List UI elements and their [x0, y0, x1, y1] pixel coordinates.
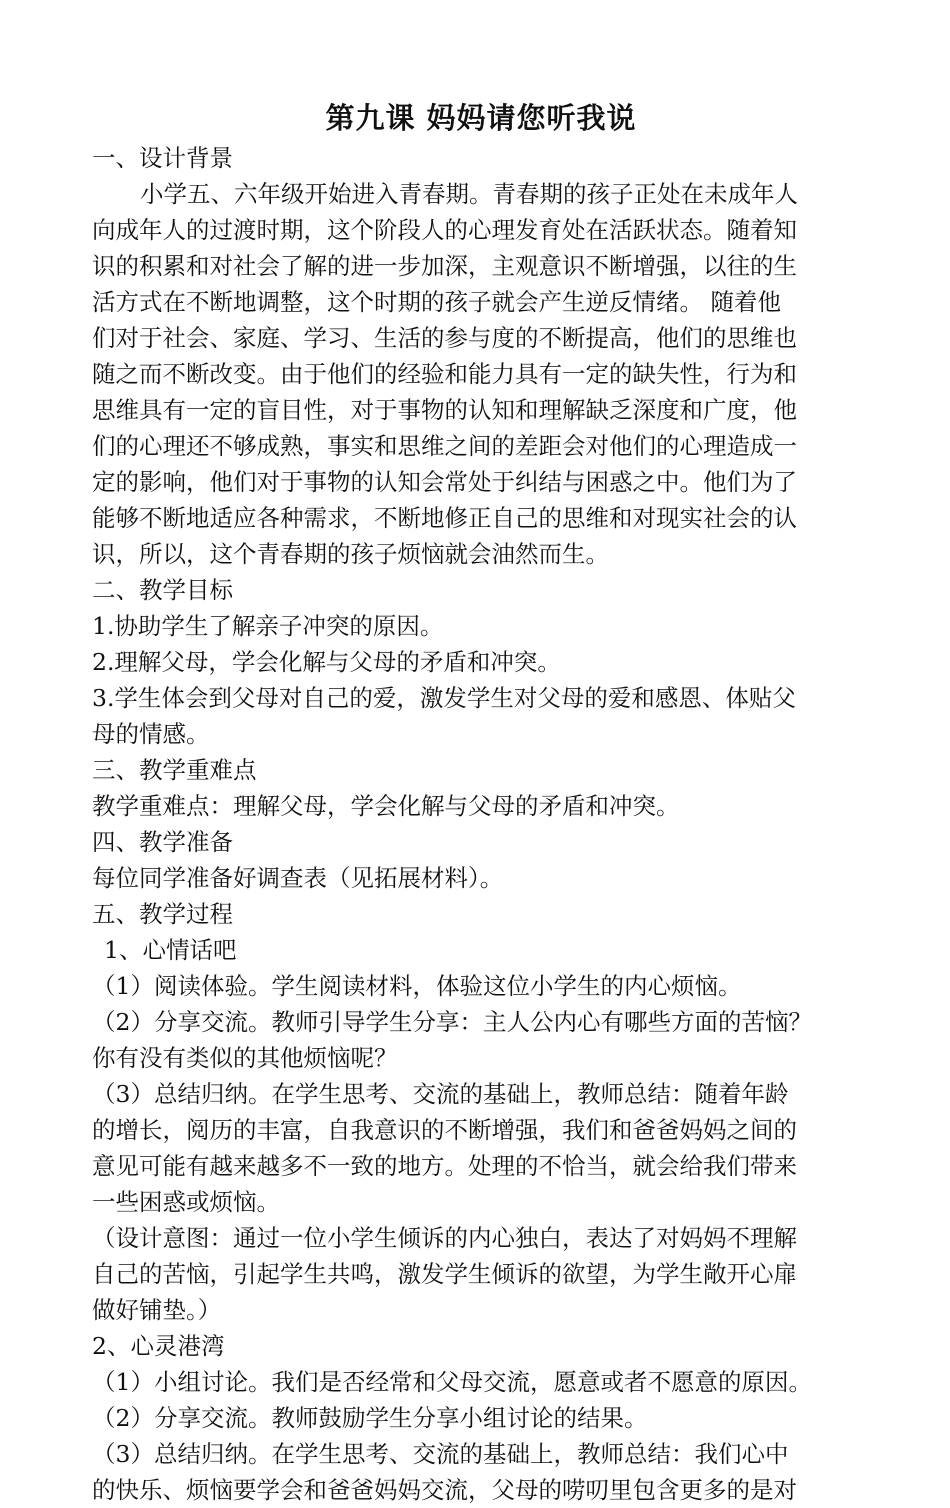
text-line: 你有没有类似的其他烦恼呢？ — [92, 1044, 398, 1072]
document-page — [92, 96, 860, 1508]
text-line: （2）分享交流。教师鼓励学生分享小组讨论的结果。 — [92, 1404, 648, 1432]
text-line: 1、心情话吧 — [104, 936, 237, 964]
text-line: 们对于社会、家庭、学习、生活的参与度的不断提高，他们的思维也 — [92, 324, 797, 352]
text-line: 一、设计背景 — [92, 144, 233, 172]
text-line: 识，所以，这个青春期的孩子烦恼就会油然而生。 — [92, 540, 609, 568]
text-line: 的增长，阅历的丰富，自我意识的不断增强，我们和爸爸妈妈之间的 — [92, 1116, 797, 1144]
text-line: 们的心理还不够成熟，事实和思维之间的差距会对他们的心理造成一 — [92, 432, 797, 460]
text-line: 小学五、六年级开始进入青春期。青春期的孩子正处在未成年人 — [140, 180, 798, 208]
text-line: 自己的苦恼，引起学生共鸣，激发学生倾诉的欲望，为学生敞开心扉 — [92, 1260, 797, 1288]
text-line: （1）小组讨论。我们是否经常和父母交流，愿意或者不愿意的原因。 — [92, 1368, 812, 1396]
text-line: 三、教学重难点 — [92, 756, 257, 784]
text-line: 思维具有一定的盲目性，对于事物的认知和理解缺乏深度和广度，他 — [92, 396, 797, 424]
text-line: （3）总结归纳。在学生思考、交流的基础上，教师总结：随着年龄 — [92, 1080, 789, 1108]
text-line: 向成年人的过渡时期，这个阶段人的心理发育处在活跃状态。随着知 — [92, 216, 797, 244]
document-body — [92, 140, 860, 1508]
text-line: （1）阅读体验。学生阅读材料，体验这位小学生的内心烦恼。 — [92, 972, 742, 1000]
text-line: 每位同学准备好调查表（见拓展材料）。 — [92, 864, 504, 892]
text-line: 教学重难点：理解父母，学会化解与父母的矛盾和冲突。 — [92, 792, 680, 820]
text-line: 做好铺垫。） — [92, 1296, 222, 1324]
text-line: 四、教学准备 — [92, 828, 233, 856]
text-line: （3）总结归纳。在学生思考、交流的基础上，教师总结：我们心中 — [92, 1440, 789, 1468]
text-line: 活方式在不断地调整，这个时期的孩子就会产生逆反情绪。 随着他 — [92, 288, 781, 316]
text-line: 意见可能有越来越多不一致的地方。处理的不恰当，就会给我们带来 — [92, 1152, 797, 1180]
text-line: （设计意图：通过一位小学生倾诉的内心独白，表达了对妈妈不理解 — [92, 1224, 797, 1252]
text-line: 3.学生体会到父母对自己的爱，激发学生对父母的爱和感恩、体贴父 — [92, 684, 796, 712]
text-line: 二、教学目标 — [92, 576, 233, 604]
text-line: 一些困惑或烦恼。 — [92, 1188, 280, 1216]
text-line: 定的影响，他们对于事物的认知会常处于纠结与困惑之中。他们为了 — [92, 468, 797, 496]
text-line: 1.协助学生了解亲子冲突的原因。 — [92, 612, 444, 640]
text-line: 2.理解父母，学会化解与父母的矛盾和冲突。 — [92, 648, 561, 676]
text-line: 五、教学过程 — [92, 900, 233, 928]
text-line: 能够不断地适应各种需求，不断地修正自己的思维和对现实社会的认 — [92, 504, 797, 532]
text-line: （2）分享交流。教师引导学生分享：主人公内心有哪些方面的苦恼？ — [92, 1008, 812, 1036]
text-line: 母的情感。 — [92, 720, 210, 748]
text-line: 2、心灵港湾 — [92, 1332, 225, 1360]
text-line: 随之而不断改变。由于他们的经验和能力具有一定的缺失性，行为和 — [92, 360, 797, 388]
text-line: 的快乐、烦恼要学会和爸爸妈妈交流，父母的唠叨里包含更多的是对 — [92, 1476, 797, 1504]
text-line: 识的积累和对社会了解的进一步加深，主观意识不断增强，以往的生 — [92, 252, 797, 280]
page-title: 第九课 妈妈请您听我说 — [325, 101, 637, 135]
